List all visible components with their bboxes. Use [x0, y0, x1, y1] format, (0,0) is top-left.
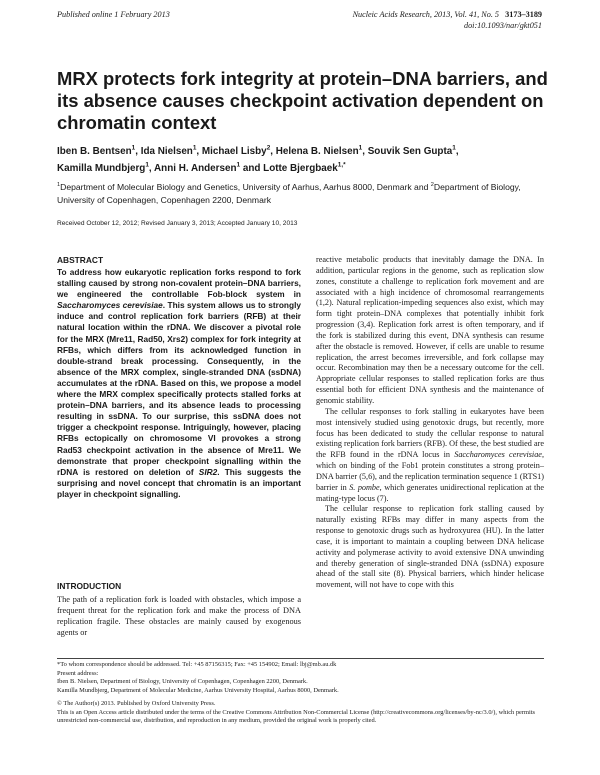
author: Lotte Bjergbaek$^{1,*}$: [263, 161, 346, 174]
license-notes: [57, 700, 547, 726]
journal-citation: [316, 9, 542, 31]
author: Michael Lisby$^2$,: [201, 144, 276, 157]
published-date: Published online 1 February 2013: [57, 10, 170, 19]
footnotes: [57, 661, 547, 695]
paragraph: reactive metabolic products that inevitably damage the DNA. In addition, particular regions in the genome, such as replication slow zones, constitute a challenge to replication fork movement and are associated with a high incidence of chromosomal rearrangements (1,2). Natural replication-impeding sequences also exist, which may form tight protein–DNA complexes that potentially inhibit fork progression (3,4). Replication fork arrest is often temporary, and if the fork is stabilized during this event, DNA synthesis can resume after the obstacle is removed. However, if cells are unable to resume replication, the arrest becomes irreversible, and fork collapse may occur. Recombination may then be a necessary outcome for the cell. Appropriate cellular responses to stalled replication forks are thus essential both for efficient DNA synthesis and the maintenance of genomic stability.: [316, 255, 544, 405]
author: Kamilla Mundbjerg$^1$,: [57, 161, 155, 174]
paragraph: The cellular responses to fork stalling in eukaryotes have been most intensively studied using genotoxic drugs, but recently, more focus has been dedicated to study the cellular response to natural existing replication fork barriers (RFB). Of these, the best studied are the RFB found in the rDNA locus in Saccharomyces cerevisiae, which on binding of the Fob1 protein constitutes a strong protein–DNA barrier (5,6), and the replication termination sequence 1 (RTS1) barrier in S. pombe, which generates unidirectional replication at the mating-type locus (7).: [316, 406, 545, 503]
copyright: © The Author(s) 2013. Published by Oxford University Press.: [57, 700, 216, 707]
introduction-heading: INTRODUCTION: [57, 581, 122, 591]
doi[interactable]: doi:10.1093/nar/gkt051: [463, 21, 542, 30]
present-address: Kamilla Mundbjerg, Department of Molecular Medicine, Aarhus University Hospital, Aarhus 8000, Denmark.: [57, 686, 339, 694]
present-address: Iben B. Nielsen, Department of Biology, University of Copenhagen, Copenhagen 2200, Denmark.: [57, 678, 308, 685]
correspondence-note: *To whom correspondence should be addressed. Tel: +45 87156315; Fax: +45 154902; Email: lbj@mb.au.dk: [57, 661, 337, 668]
author: Ida Nielsen$^1$,: [140, 144, 202, 157]
present-address-label: Present address:: [57, 669, 99, 677]
author: Helena B. Nielsen$^1$,: [275, 144, 368, 157]
author: Souvik Sen Gupta$^1$,: [367, 144, 459, 157]
license: This is an Open Access article distributed under the terms of the Creative Commons Attribution Non-Commercial License (http://creativecommons.org/licenses/by-nc/3.0/), which permits unrestricted non-commercial use, distribution, and reproduction in any medium, provided the original work is properly cited.: [57, 708, 536, 724]
abstract-heading: ABSTRACT: [57, 255, 104, 265]
footnote-divider: [57, 658, 544, 659]
author: Iben B. Bentsen$^1$,: [57, 144, 141, 157]
received-dates: Received October 12, 2012; Revised January 3, 2013; Accepted January 10, 2013: [57, 220, 298, 227]
author-list: [57, 143, 557, 177]
author: Anni H. Andersen$^1$ and: [154, 161, 264, 174]
journal-name: Nucleic Acids Research, 2013, Vol. 41, No. 5: [352, 10, 500, 19]
body-right-column: [316, 255, 544, 591]
page-range: 3173–3189: [505, 10, 542, 19]
introduction-text: The path of a replication fork is loaded with obstacles, which impose a frequent threat for the replication fork and make the process of DNA replication fragile. These obstacles are mainly caused by exogenous agents or: [57, 595, 301, 638]
abstract-text: To address how eukaryotic replication forks respond to fork stalling caused by strong non-covalent protein–DNA barriers, we engineered the controllable Fob-block system in Saccharomyces cerevisiae. This system allows us to strongly induce and control replication fork barriers (RFB) at their natural location within the rDNA. We discover a pivotal role for the MRX (Mre11, Rad50, Xrs2) complex for fork integrity at RFBs, which differs from its acknowledged function in double-strand break processing. Consequently, in the absence of the MRX complex, single-stranded DNA (ssDNA) accumulates at the rDNA. Based on this, we propose a model where the MRX complex specifically protects stalled forks at protein–DNA barriers, and its absence leads to processing resulting in ssDNA. To our surprise, this ssDNA does not trigger a checkpoint response. Intriguingly, however, placing RFBs ectopically on chromosome VI provokes a strong Rad53 checkpoint activation in the absence of Mre11. We demonstrate that proper checkpoint signalling within the rDNA is restored on deletion of SIR2. This suggests the surprising and novel concept that chromatin is an important player in checkpoint signalling.: [57, 267, 301, 499]
paragraph: The cellular response to replication fork stalling caused by naturally existing RFBs may differ in many aspects from the response to genotoxic drugs such as hydroxyurea (HU). In the latter case, it is important to maintain a coupling between DNA helicase activity and polymerase activity to avoid extensive DNA unwinding and thereby generation of single-stranded DNA (ssDNA) exposure ahead of the stall site (8). Physical barriers, which hinder helicase movement, will not have to cope with this: [316, 504, 544, 590]
article-title: MRX protects fork integrity at protein–DNA barriers, and its absence causes checkpoint activation dependent on chromatin context: [57, 68, 548, 133]
affiliations: $^1$Department of Molecular Biology and Genetics, University of Aarhus, Aarhus 8000, Denmark and $^2$Department of Biology, University of Copenhagen, Copenhagen 2200, Denmark: [57, 182, 521, 205]
